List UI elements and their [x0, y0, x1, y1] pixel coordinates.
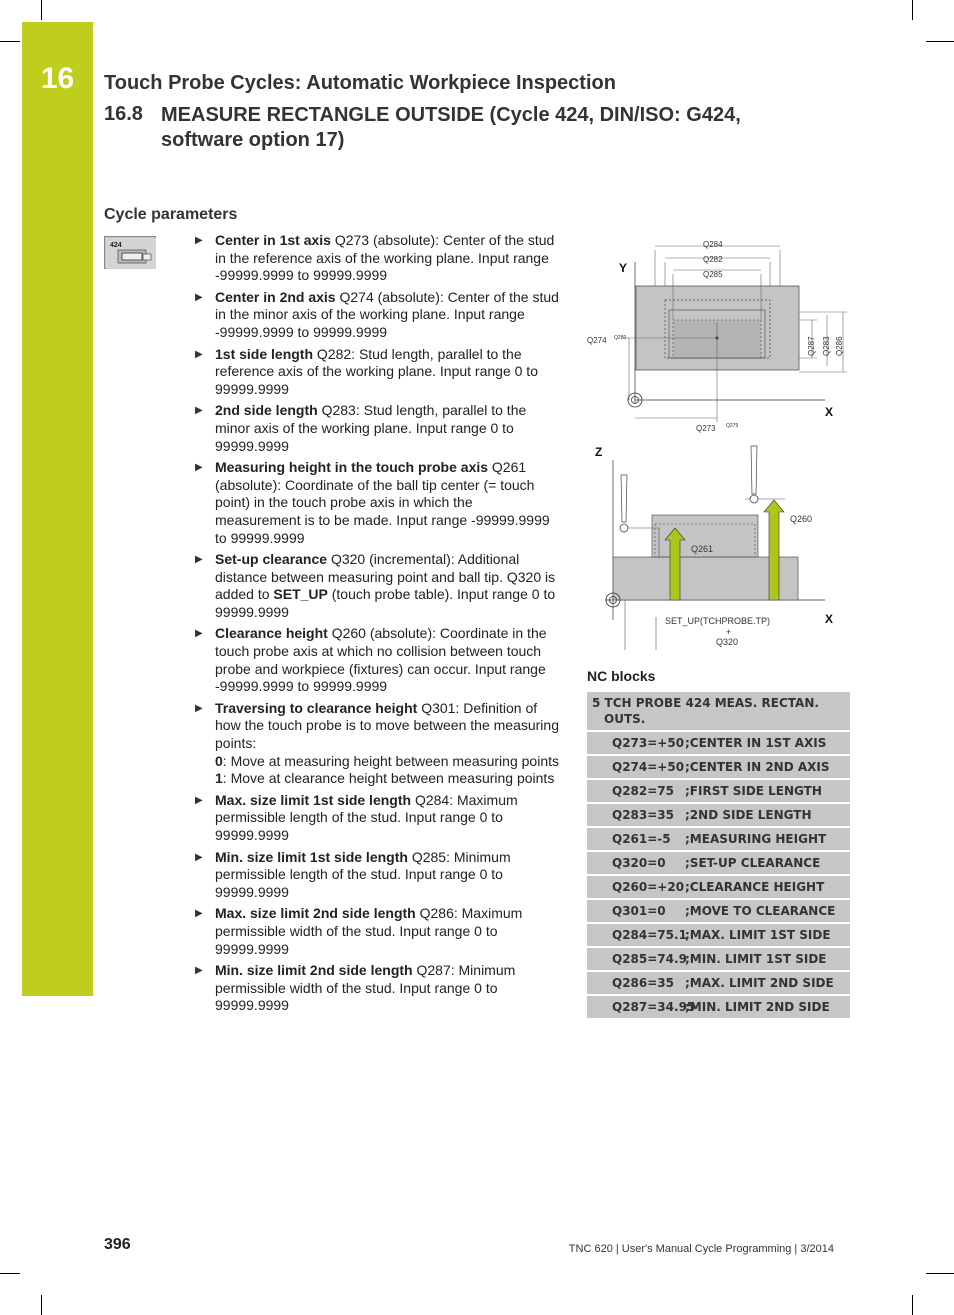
q282-label: Q282: [703, 255, 723, 264]
nc-comment: ;MIN. LIMIT 2ND SIDE: [685, 1000, 830, 1014]
q279-label: Q279: [726, 423, 739, 429]
option-key: 1: [215, 770, 223, 787]
x-axis-label: X: [825, 405, 834, 419]
param-name: Measuring height in the touch probe axis: [215, 459, 489, 476]
bullet-arrow-icon: ▶: [195, 702, 203, 714]
crop-mark: [926, 1273, 954, 1274]
param-desc: Q286: Maximum permissible width of the stud. Input range 0 to 99999.9999: [215, 905, 523, 957]
nc-row: [587, 756, 850, 780]
bullet-arrow-icon: ▶: [195, 554, 203, 566]
param-name: Min. size limit 2nd side length: [215, 962, 413, 979]
crop-mark: [912, 1295, 913, 1315]
bullet-arrow-icon: ▶: [195, 794, 203, 806]
param-desc: Q285: Minimum permissible length of the stud. Input range 0 to 99999.9999: [215, 848, 511, 900]
param-desc: Q287: Minimum permissible width of the stud. Input range 0 to 99999.9999: [215, 962, 516, 1014]
param-name: Center in 1st axis: [215, 232, 331, 248]
param-desc: Q284: Maximum permissible length of the stud. Input range 0 to 99999.9999: [215, 791, 518, 843]
q260-label: Q260: [790, 514, 813, 524]
param-name: 1st side length: [215, 345, 314, 362]
crop-mark: [41, 1295, 42, 1315]
nc-blocks-table: [587, 692, 850, 1020]
option-desc: : Move at measuring height between measuring points: [222, 752, 559, 769]
nc-code: Q287=34.95: [612, 1000, 696, 1014]
q283-label: Q283: [822, 336, 831, 356]
param-name: Center in 2nd axis: [215, 288, 336, 305]
bullet-arrow-icon: ▶: [195, 291, 203, 303]
q274-label: Q274: [587, 336, 607, 345]
param-desc: Q301: Definition of how the touch probe is to move between the measuring points:: [215, 699, 559, 752]
nc-code: Q261=-5: [612, 832, 671, 846]
bullet-arrow-icon: ▶: [195, 908, 203, 920]
zx-plane-diagram: [585, 440, 855, 655]
nc-row: [587, 924, 850, 948]
crop-mark: [0, 1273, 20, 1274]
nc-comment: ;CENTER IN 2ND AXIS: [685, 760, 830, 774]
bullet-arrow-icon: ▶: [195, 235, 203, 246]
nc-row: [587, 780, 850, 804]
q287-label: Q287: [807, 336, 816, 356]
param-item: [195, 232, 560, 285]
bullet-arrow-icon: ▶: [195, 965, 203, 977]
nc-row: [587, 828, 850, 852]
param-desc: Q274 (absolute): Center of the stud in the minor axis of the working plane. Input range -99999.9999 to 99999.9999: [215, 288, 559, 340]
q285-label: Q285: [703, 270, 723, 279]
bullet-arrow-icon: ▶: [195, 628, 203, 640]
nc-row: [587, 852, 850, 876]
param-desc: Q261 (absolute): Coordinate of the ball tip center (= touch point) in the touch probe axis in which the measurement is to be made. Input range -99999.9999 to 99999.9999: [215, 459, 550, 546]
param-desc: Q283: Stud length, parallel to the minor axis of the working plane. Input range 0 to 99999.9999: [215, 402, 527, 454]
param-name: 2nd side length: [215, 402, 318, 419]
nc-code: Q260=+20: [612, 880, 685, 894]
param-desc: Q320 (incremental): Additional distance between measuring point and ball tip. Q320 is added to: [215, 551, 556, 603]
param-item: [195, 849, 560, 902]
nc-first-row: [587, 692, 850, 732]
param-name: Min. size limit 1st side length: [215, 848, 408, 865]
nc-row: [587, 876, 850, 900]
x-axis-label: X: [825, 612, 834, 626]
param-item: [195, 289, 560, 342]
nc-comment: ;FIRST SIDE LENGTH: [685, 784, 822, 798]
section-title: MEASURE RECTANGLE OUTSIDE (Cycle 424, DIN/ISO: G424, software option 17): [161, 104, 741, 151]
q280-label: Q280: [614, 335, 627, 341]
cycle-softkey-icon: [104, 236, 156, 269]
nc-comment: ;MIN. LIMIT 1ST SIDE: [685, 952, 827, 966]
nc-row: [587, 804, 850, 828]
section-number: 16.8: [104, 103, 143, 125]
param-name: Max. size limit 1st side length: [215, 791, 412, 808]
nc-comment: ;MEASURING HEIGHT: [685, 832, 827, 846]
param-keyword: SET_UP: [273, 586, 328, 603]
q261-label: Q261: [691, 544, 714, 554]
nc-comment: ;MAX. LIMIT 1ST SIDE: [685, 928, 831, 942]
nc-code: Q285=74.9: [612, 952, 687, 966]
nc-row: [587, 900, 850, 924]
option-key: 0: [215, 752, 223, 769]
z-axis-label: Z: [595, 445, 603, 459]
softkey-graphic: [105, 237, 157, 270]
chapter-number: 16: [40, 62, 75, 95]
param-desc: (touch probe table). Input range 0 to 99999.9999: [215, 586, 556, 620]
param-desc: Q273 (absolute): Center of the stud in the reference axis of the working plane. Input range -99999.9999 to 99999.9999: [215, 232, 555, 284]
nc-code: Q282=75: [612, 784, 675, 798]
nc-comment: ;SET-UP CLEARANCE: [685, 856, 821, 870]
crop-mark: [926, 41, 954, 42]
param-item: [195, 402, 560, 455]
nc-comment: ;CENTER IN 1ST AXIS: [685, 736, 827, 750]
cycle-parameters-heading: Cycle parameters: [104, 206, 238, 223]
nc-row: [587, 948, 850, 972]
param-item: [195, 905, 560, 958]
crop-mark: [0, 41, 20, 42]
bullet-arrow-icon: ▶: [195, 851, 203, 863]
nc-code: Q283=35: [612, 808, 675, 822]
param-name: Traversing to clearance height: [215, 699, 418, 716]
param-desc: Q282: Stud length, parallel to the reference axis of the working plane. Input range 0 to 99999.9999: [215, 345, 538, 397]
nc-code: Q286=35: [612, 976, 675, 990]
q286-label: Q286: [835, 336, 844, 356]
nc-code: Q274=+50: [612, 760, 685, 774]
setup-label: SET_UP(TCHPROBE.TP): [665, 616, 771, 626]
chapter-title: Touch Probe Cycles: Automatic Workpiece Inspection: [104, 72, 616, 94]
q320-label: Q320: [716, 637, 739, 647]
bullet-arrow-icon: ▶: [195, 405, 203, 417]
q284-label: Q284: [703, 240, 723, 249]
nc-first-cont: OUTS.: [604, 712, 646, 726]
param-item: [195, 792, 560, 845]
param-item: [195, 459, 560, 547]
xy-plane-diagram: [585, 232, 855, 437]
plus-label: +: [726, 627, 732, 637]
page-footer: TNC 620 | User's Manual Cycle Programming | 3/2014: [568, 1243, 834, 1255]
nc-code: Q320=0: [612, 856, 666, 870]
nc-comment: ;2ND SIDE LENGTH: [685, 808, 812, 822]
param-item: [195, 625, 560, 695]
param-item: [195, 700, 560, 788]
crop-mark: [912, 0, 913, 20]
nc-row: [587, 972, 850, 996]
param-desc: Q260 (absolute): Coordinate in the touch probe axis at which no collision between touch probe and workpiece (fixtures) can occur. Input range -99999.9999 to 99999.9999: [215, 625, 547, 695]
param-name: Max. size limit 2nd side length: [215, 905, 416, 922]
param-name: Clearance height: [215, 625, 328, 642]
nc-comment: ;CLEARANCE HEIGHT: [685, 880, 825, 894]
q273-label: Q273: [696, 424, 716, 433]
param-name: Set-up clearance: [215, 551, 328, 568]
nc-code: Q301=0: [612, 904, 666, 918]
param-item: [195, 551, 560, 621]
param-item: [195, 346, 560, 399]
nc-row: [587, 996, 850, 1020]
bullet-arrow-icon: ▶: [195, 462, 203, 474]
option-desc: : Move at clearance height between measuring points: [222, 770, 555, 787]
param-item: [195, 962, 560, 1015]
crop-mark: [41, 0, 42, 20]
parameter-list: [195, 232, 560, 1019]
nc-code: Q273=+50: [612, 736, 685, 750]
softkey-label: 424: [110, 242, 122, 249]
bullet-arrow-icon: ▶: [195, 348, 203, 360]
nc-first-line: 5 TCH PROBE 424 MEAS. RECTAN.: [592, 696, 819, 710]
nc-comment: ;MOVE TO CLEARANCE: [685, 904, 836, 918]
nc-row: [587, 732, 850, 756]
y-axis-label: Y: [619, 261, 628, 275]
nc-comment: ;MAX. LIMIT 2ND SIDE: [685, 976, 834, 990]
page-number: 396: [104, 1236, 131, 1253]
chapter-tab: [22, 22, 93, 996]
nc-code: Q284=75.1: [612, 928, 687, 942]
nc-blocks-heading: NC blocks: [587, 668, 656, 684]
